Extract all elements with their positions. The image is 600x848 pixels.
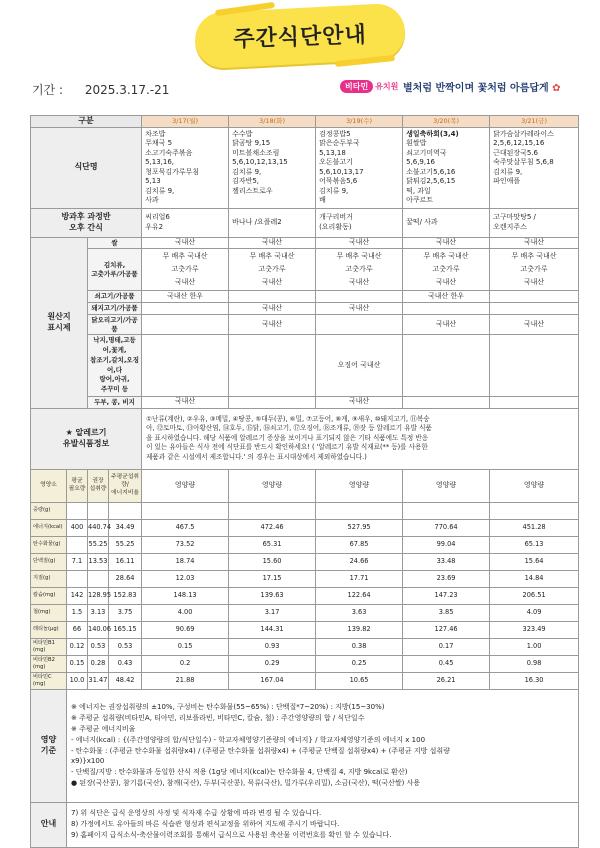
origin-row	[31, 303, 579, 315]
logo-badge: 비타민	[340, 80, 373, 93]
nutrient-day-value: 127.46	[403, 621, 490, 638]
menu-item: 오돈불고기	[319, 158, 353, 167]
day-header: 3/21(금)	[490, 116, 579, 128]
nutrient-week-avg: 55.25	[109, 536, 142, 553]
origin-cell: 국내산	[316, 237, 403, 249]
menu-item: 생일축하회(3,4)	[406, 130, 459, 138]
menu-item: 미트볼채소조림	[232, 148, 280, 157]
nutrient-day-value: 451.28	[490, 519, 579, 536]
nutrient-week-avg: 0.53	[109, 638, 142, 655]
origin-cell: 무 배추 국내산 고춧가루 국내산	[142, 249, 229, 291]
nutrient-day-value: 527.95	[316, 519, 403, 536]
day-header: 3/19(수)	[316, 116, 403, 128]
nutrient-day-value: 17.71	[316, 570, 403, 587]
origin-cell	[229, 335, 316, 397]
origin-cell: 국내산	[142, 396, 229, 408]
allergy-line: ①난류(계란), ②우유, ③메밀, ④땅콩, ⑤대두(콩), ⑥밀, ⑦고등어, ⑧게, ⑨새우, ⑩돼지고기, ⑪복숭	[146, 414, 430, 423]
origin-cell	[229, 396, 316, 408]
nutrient-name: 탄수화물(g)	[31, 536, 67, 553]
nutrition-body	[31, 502, 579, 689]
nutrient-day-value: 67.85	[316, 536, 403, 553]
snack-cell: 고구마맛탕5 / 오렌지주스	[490, 208, 579, 237]
nutrient-day-value: 90.69	[142, 621, 229, 638]
nutrient-day-value: 167.04	[229, 672, 316, 689]
nutrient-avg: 0.15	[67, 655, 88, 672]
menu-item: 쇠고기미역국	[406, 148, 447, 157]
allergy-line: 이 있는 유아들은 식사 전에 식단표를 반드시 확인하세요! ( '알레르기 유발 식재료(** 등)를 사용한	[146, 443, 428, 452]
origin-cell: 국내산	[316, 396, 403, 408]
nutrient-day-value: 144.31	[229, 621, 316, 638]
menu-row	[31, 128, 579, 209]
origin-row	[31, 335, 579, 397]
nutrient-day-value: 33.48	[403, 553, 490, 570]
nutrition-col-header: 권장 섭취량	[88, 469, 109, 502]
origin-cell: 국내산	[316, 303, 403, 315]
nutrient-day-value	[490, 502, 579, 519]
menu-cell-wed	[316, 128, 403, 209]
origin-cell: 국내산 한우	[403, 291, 490, 303]
allergy-info	[142, 408, 579, 469]
nutrient-day-value: 3.63	[316, 604, 403, 621]
origin-row	[31, 249, 579, 291]
nutrient-avg: 142	[67, 587, 88, 604]
origin-cell: 국내산	[490, 314, 579, 335]
nutrient-day-value: 0.29	[229, 655, 316, 672]
origin-cell	[490, 335, 579, 397]
nutrient-day-value: 770.64	[403, 519, 490, 536]
col-header: 구분	[31, 116, 142, 128]
flower-icon: ✿	[552, 83, 561, 94]
nutrient-day-value: 0.38	[316, 638, 403, 655]
nutrition-row	[31, 587, 579, 604]
nutrient-day-value: 0.93	[229, 638, 316, 655]
origin-row	[31, 396, 579, 408]
menu-item: 젤리스트로우	[232, 186, 273, 195]
origin-item-label: 쌀	[88, 237, 142, 249]
nutrition-row	[31, 570, 579, 587]
nutrient-day-value: 0.45	[403, 655, 490, 672]
nutrient-day-value: 12.03	[142, 570, 229, 587]
menu-item: 닭곰탕 9,15	[232, 139, 271, 148]
logo-text: 유치원	[375, 82, 399, 91]
nutrient-name: 비타민B1 (mg)	[31, 638, 67, 655]
origin-label-line: 원산지	[47, 311, 71, 321]
origin-cell: 무 배추 국내산 고춧가루 국내산	[490, 249, 579, 291]
nutrient-name: 중량(g)	[31, 502, 67, 519]
nutrient-day-value: 148.13	[142, 587, 229, 604]
origin-cell: 무 배추 국내산 고춧가루 국내산	[403, 249, 490, 291]
origin-cell	[490, 396, 579, 408]
nutrient-day-value: 73.52	[142, 536, 229, 553]
allergy-label	[31, 408, 142, 469]
standard-row	[31, 689, 579, 802]
nutrient-week-avg: 16.11	[109, 553, 142, 570]
allergy-line: 을 표시하였습니다. 해당 식품에 알레르기 증상을 보이거나 표기되지 않은 기타 식품에도 특정 반응	[146, 433, 429, 442]
title-banner	[195, 8, 405, 64]
menu-label: 식단명	[31, 128, 142, 209]
meal-table-container	[30, 115, 578, 848]
nutrient-day-value: 0.2	[142, 655, 229, 672]
nutrient-day-value: 24.66	[316, 553, 403, 570]
nutrient-recommended: 31.47	[88, 672, 109, 689]
meal-table	[30, 115, 579, 848]
nutrient-day-value: 26.21	[403, 672, 490, 689]
day-header: 3/20(목)	[403, 116, 490, 128]
nutrient-day-value	[229, 502, 316, 519]
page-header	[0, 0, 600, 110]
standard-line: - 단백질/지방 : 탄수화물과 동일한 산식 적용 (1g당 에너지(kcal)는 탄수화물 4, 단백질 4, 지방 9kcal로 환산)	[71, 768, 408, 777]
nutrition-row	[31, 553, 579, 570]
origin-cell	[142, 314, 229, 335]
nutrition-row	[31, 604, 579, 621]
standard-line: ● 된장(국산콩), 참기름(국산), 참깨(국산), 두부(국산콩), 묵류(국산), 밀가루(우리밀), 소금(국산), 떡(국산쌀) 사용	[71, 779, 421, 788]
origin-cell: 국내산	[229, 314, 316, 335]
snack-cell: 꿀떡/ 사과	[403, 208, 490, 237]
nutrition-day-header: 영양량	[316, 469, 403, 502]
origin-cell: 국내산	[142, 237, 229, 249]
origin-cell	[403, 303, 490, 315]
origin-row	[31, 314, 579, 335]
nutrient-day-value: 323.49	[490, 621, 579, 638]
snack-cell: 씨리얼6 우유2	[142, 208, 229, 237]
origin-row	[31, 237, 579, 249]
nutrient-week-avg: 34.49	[109, 519, 142, 536]
nutrition-row	[31, 519, 579, 536]
nutrient-avg: 0.12	[67, 638, 88, 655]
nutrient-day-value: 65.13	[490, 536, 579, 553]
nutrition-col-header: 영양소	[31, 469, 67, 502]
nutrient-day-value: 3.85	[403, 604, 490, 621]
nutrient-week-avg: 0.43	[109, 655, 142, 672]
nutrient-recommended	[88, 570, 109, 587]
nutrient-name: 철(mg)	[31, 604, 67, 621]
nutrition-row	[31, 638, 579, 655]
nutrient-recommended	[88, 502, 109, 519]
nutrient-day-value: 4.09	[490, 604, 579, 621]
standard-label-line: 기준	[40, 745, 57, 755]
day-header: 3/18(화)	[229, 116, 316, 128]
standard-label	[31, 689, 67, 802]
nutrient-recommended: 440.74	[88, 519, 109, 536]
menu-cell-tue	[229, 128, 316, 209]
menu-cell-thu	[403, 128, 490, 209]
nutrition-row	[31, 502, 579, 519]
menu-item: 수수밥	[232, 130, 253, 138]
nutrient-day-value: 18.74	[142, 553, 229, 570]
nutrient-day-value: 15.64	[490, 553, 579, 570]
nutrient-recommended: 0.28	[88, 655, 109, 672]
nutrient-day-value: 1.00	[490, 638, 579, 655]
snack-label-line: 오후 간식	[69, 222, 103, 232]
nutrient-recommended: 140.06	[88, 621, 109, 638]
nutrient-avg: 66	[67, 621, 88, 638]
notice-label: 안내	[31, 802, 67, 847]
menu-item: 어묵볶음5,6	[319, 177, 358, 186]
origin-cell	[403, 396, 490, 408]
origin-item-label: 닭오리고기/가공품	[88, 314, 142, 335]
origin-label	[31, 237, 88, 408]
menu-item: 근대된장국5.6	[493, 148, 539, 157]
origin-item-label: 김치류, 고춧가루/가공품	[88, 249, 142, 291]
nutrient-avg: 7.1	[67, 553, 88, 570]
menu-cell-fri	[490, 128, 579, 209]
nutrient-avg	[67, 536, 88, 553]
origin-cell: 국내산	[490, 237, 579, 249]
period	[32, 81, 169, 98]
origin-cell	[142, 335, 229, 397]
nutrition-row	[31, 655, 579, 672]
period-value: 2025.3.17.-21	[84, 83, 170, 97]
origin-cell: 국내산 한우	[142, 291, 229, 303]
nutrient-day-value: 14.84	[490, 570, 579, 587]
standard-info	[67, 689, 579, 802]
nutrient-day-value: 10.65	[316, 672, 403, 689]
standard-label-line: 영양	[40, 734, 57, 744]
nutrient-day-value: 139.63	[229, 587, 316, 604]
nutrition-day-header: 영양량	[490, 469, 579, 502]
origin-cell: 국내산	[403, 314, 490, 335]
nutrient-day-value: 147.23	[403, 587, 490, 604]
nutrient-name: 에너지(kcal)	[31, 519, 67, 536]
origin-item-label: 쇠고기/가공품	[88, 291, 142, 303]
nutrient-recommended: 3.13	[88, 604, 109, 621]
origin-cell: 무 배추 국내산 고춧가루 국내산	[316, 249, 403, 291]
origin-label-line: 표시제	[47, 322, 71, 332]
menu-item: 소고기숙주볶음	[145, 148, 193, 157]
menu-item: 배	[319, 196, 326, 205]
nutrient-name: 단백질(g)	[31, 553, 67, 570]
nutrient-recommended: 13.53	[88, 553, 109, 570]
origin-item-label: 돼지고기/가공품	[88, 303, 142, 315]
nutrient-day-value: 21.88	[142, 672, 229, 689]
standard-line: ※ 에너지는 권장섭취량의 ±10%, 구성비는 탄수화물(55~65%) : 단백질*7~20%) : 지방(15~30%)	[71, 703, 385, 712]
nutrient-day-value: 206.51	[490, 587, 579, 604]
nutrition-day-header: 영양량	[403, 469, 490, 502]
period-label: 기간 :	[32, 83, 64, 97]
snack-label	[31, 208, 142, 237]
menu-item: 닭가슴살카레라이스	[493, 130, 554, 138]
menu-item: 김자반5,	[232, 177, 260, 186]
menu-item: 사과	[145, 196, 159, 205]
origin-row	[31, 291, 579, 303]
nutrient-day-value: 472.46	[229, 519, 316, 536]
menu-item: 검정콩밥5	[319, 130, 351, 138]
nutrient-week-avg: 48.42	[109, 672, 142, 689]
notice-info	[67, 802, 579, 847]
nutrient-name: 비타민C (mg)	[31, 672, 67, 689]
nutrient-recommended: 0.53	[88, 638, 109, 655]
slogan	[403, 79, 561, 94]
menu-item: 소불고기5,6,16	[406, 167, 456, 176]
nutrition-header-row	[31, 469, 579, 502]
nutrient-day-value: 4.00	[142, 604, 229, 621]
nutrient-name: 칼슘(mg)	[31, 587, 67, 604]
nutrition-row	[31, 536, 579, 553]
origin-cell: 국내산	[229, 303, 316, 315]
nutrient-avg: 1.5	[67, 604, 88, 621]
nutrient-day-value: 467.5	[142, 519, 229, 536]
menu-item: 맑은순두부국	[319, 139, 360, 148]
nutrition-row	[31, 672, 579, 689]
menu-item: 아쿠르트	[406, 196, 434, 205]
nutrient-week-avg: 165.15	[109, 621, 142, 638]
star-icon: ★	[65, 427, 73, 437]
kindergarten-logo	[340, 80, 398, 93]
menu-item: 숙주맛살무침 5,6,8	[493, 158, 554, 167]
nutrition-day-header: 영양량	[142, 469, 229, 502]
nutrient-day-value: 139.82	[316, 621, 403, 638]
standard-line: x9)}x100	[71, 757, 105, 766]
menu-item: 청포묵김가루무침	[145, 167, 200, 176]
nutrition-row	[31, 621, 579, 638]
nutrient-name: 비타민B2 (mg)	[31, 655, 67, 672]
nutrient-day-value	[142, 502, 229, 519]
nutrient-name: 레티놀(μg)	[31, 621, 67, 638]
menu-item: 5,13	[145, 177, 161, 186]
nutrient-day-value: 0.98	[490, 655, 579, 672]
origin-item-label: 두부, 콩, 비지	[88, 396, 142, 408]
nutrient-week-avg: 28.64	[109, 570, 142, 587]
standard-line: - 탄수화물 : (주평균 탄수화물 섭취량x4) / (주평균 탄수화물 섭취량x4) + (주평균 단백질 섭취량x4) + (주평균 지방 섭취량	[71, 746, 450, 755]
menu-item: 파인애플	[493, 177, 521, 186]
origin-cell	[490, 291, 579, 303]
origin-cell	[316, 291, 403, 303]
menu-item: 차조밥	[145, 130, 166, 138]
nutrition-col-header: 평균 필요량	[67, 469, 88, 502]
menu-item: 2,5,6,12,15,16	[493, 139, 545, 148]
notice-line: 9) 홈페이지 급식소식-축산물이력조회를 통해서 급식으로 사용된 축산물 이력번호를 확인 할 수 있습니다.	[71, 831, 392, 840]
origin-cell: 국내산	[403, 237, 490, 249]
allergy-line: 제품과 같은 시설에서 제조합니다.' 의 경우는 표시대상에서 제외하였습니다.)	[146, 452, 367, 461]
table-header-row	[31, 116, 579, 128]
nutrient-day-value: 16.30	[490, 672, 579, 689]
day-header: 3/17(월)	[142, 116, 229, 128]
nutrient-day-value: 0.17	[403, 638, 490, 655]
nutrient-avg	[67, 570, 88, 587]
allergy-label-line: 알레르기	[75, 427, 107, 437]
nutrient-day-value: 99.04	[403, 536, 490, 553]
nutrient-day-value	[316, 502, 403, 519]
nutrient-week-avg: 152.83	[109, 587, 142, 604]
page-title: 주간식단안내	[232, 22, 368, 53]
nutrient-day-value: 3.17	[229, 604, 316, 621]
origin-cell	[316, 314, 403, 335]
nutrition-day-header: 영양량	[229, 469, 316, 502]
nutrient-day-value	[403, 502, 490, 519]
menu-item: 김치류 9,	[319, 186, 349, 195]
menu-item: 5,6,9,16	[406, 158, 436, 167]
nutrient-day-value: 0.15	[142, 638, 229, 655]
notice-line: 7) 위 식단은 급식 운영상의 사정 및 식자재 수급 상황에 따라 변경 될 수 있습니다.	[71, 809, 322, 818]
nutrient-day-value: 17.15	[229, 570, 316, 587]
nutrient-week-avg	[109, 502, 142, 519]
nutrient-day-value: 15.60	[229, 553, 316, 570]
slogan-text: 별처럼 반짝이며 꽃처럼 아름답게	[403, 83, 549, 94]
snack-cell: 바나나 /요플레2	[229, 208, 316, 237]
standard-line: ※ 주평균 섭취량(비타민A, 티아민, 리보플라빈, 비타민C, 칼슘, 철) : 주간영양량의 합 / 식단일수	[71, 714, 365, 723]
menu-item: 무채국 5	[145, 139, 173, 148]
menu-item: 흰쌀밥	[406, 139, 427, 148]
origin-cell	[229, 291, 316, 303]
nutrient-recommended: 128.95	[88, 587, 109, 604]
menu-item: 김치류 9,	[493, 167, 523, 176]
allergy-row	[31, 408, 579, 469]
menu-item: 김치류 9,	[145, 186, 175, 195]
nutrient-day-value: 122.64	[316, 587, 403, 604]
origin-cell: 국내산	[229, 237, 316, 249]
menu-item: 5,6,10,12,13,15	[232, 158, 288, 167]
nutrient-avg	[67, 502, 88, 519]
menu-item: 김치류 9,	[232, 167, 262, 176]
menu-item: 5,13,18	[319, 148, 346, 157]
menu-item: 닭튀김2,5,6,15	[406, 177, 456, 186]
menu-item: 5,6,10,13,17	[319, 167, 364, 176]
notice-line: 8) 가정에서도 유아들의 바른 식습관 형성과 편식교정을 위하여 지도해 주시기 바랍니다.	[71, 820, 340, 829]
menu-item: 5,13,16,	[145, 158, 175, 167]
allergy-label-line: 유발식품정보	[62, 438, 110, 448]
origin-item-label: 낙지,명태,고등어,꽃게, 참조기,갈치,오징어,다 랑어,아귀, 주꾸미 등	[88, 335, 142, 397]
nutrition-col-header: 주평균섭취량/ 에너지비율	[109, 469, 142, 502]
nutrient-day-value: 65.31	[229, 536, 316, 553]
origin-cell	[403, 335, 490, 397]
nutrient-day-value: 0.25	[316, 655, 403, 672]
origin-cell: 무 배추 국내산 고춧가루 국내산	[229, 249, 316, 291]
menu-item: 떡, 과일	[406, 186, 431, 195]
origin-cell	[490, 303, 579, 315]
notice-row	[31, 802, 579, 847]
nutrient-week-avg: 3.75	[109, 604, 142, 621]
standard-line: ※ 주평균 에너지비율	[71, 724, 136, 733]
menu-cell-mon	[142, 128, 229, 209]
nutrient-name: 지질(g)	[31, 570, 67, 587]
standard-line: - 에너지(kcal) : {(주간영양량의 합/식단일수) - 학교자체영양기준량의 에너지} / 학교자체영양기준의 에너지 x 100	[71, 735, 426, 744]
nutrient-avg: 10.0	[67, 672, 88, 689]
snack-row	[31, 208, 579, 237]
snack-label-line: 방과후 과정반	[61, 211, 111, 221]
snack-cell: 개구리버거 (요리활동)	[316, 208, 403, 237]
nutrient-recommended: 55.25	[88, 536, 109, 553]
origin-cell: 오징어 국내산	[316, 335, 403, 397]
origin-cell	[142, 303, 229, 315]
nutrient-day-value: 23.69	[403, 570, 490, 587]
nutrient-avg: 400	[67, 519, 88, 536]
allergy-line: 아, ⑫토마토, ⑬아황산염, ⑭호두, ⑮닭, ⑯쇠고기, ⑰오징어, ⑱조개류, ⑲잣 등 알레르기 유발 식품	[146, 424, 432, 433]
